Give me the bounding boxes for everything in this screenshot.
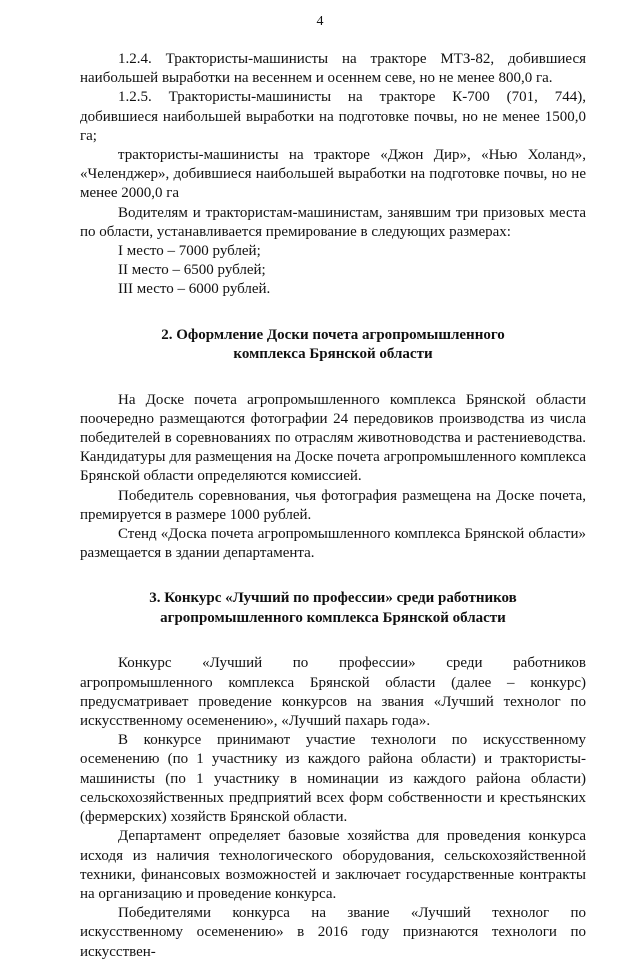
- prize-list: [80, 242, 586, 300]
- section-3-heading-line-1: 3. Конкурс «Лучший по профессии» среди работников: [149, 590, 517, 607]
- section-3-heading: [80, 589, 586, 628]
- prize-second-place: II место – 6500 рублей;: [118, 262, 266, 279]
- paragraph-honor-board-stand: Стенд «Доска почета агропромышленного комплекса Брянской области» размещается в здании департамента.: [80, 526, 586, 562]
- paragraph-contest-department: Департамент определяет базовые хозяйства для проведения конкурса исходя из наличия технологического оборудования, сельскохозяйственной техники, финансовых возможностей и заключает государственные контракты на организацию и проведение конкурса.: [80, 828, 586, 902]
- paragraph-prize-intro: Водителям и трактористам-машинистам, занявшим три призовых места по области, устанавливается премирование в следующих размерах:: [80, 204, 586, 240]
- section-2-honor-board: [80, 326, 586, 564]
- paragraph-john-deere: трактористы-машинисты на тракторе «Джон Дир», «Нью Холанд», «Челенджер», добившиеся наибольшей выработки на подготовке почвы, но не менее 2000,0 га: [80, 147, 586, 202]
- section-3-heading-line-2: агропромышленного комплекса Брянской области: [160, 609, 506, 626]
- section-2-heading: [80, 326, 586, 365]
- paragraph-contest-winners: Победителями конкурса на звание «Лучший технолог по искусственному осеменению» в 2016 году признаются технологи по искусствен-: [80, 905, 586, 960]
- paragraph-1-2-4: 1.2.4. Трактористы-машинисты на тракторе МТЗ-82, добившиеся наибольшей выработки на весеннем и осеннем севе, но не менее 800,0 га.: [80, 51, 586, 87]
- spacer: [80, 300, 586, 326]
- spacer: [80, 365, 586, 391]
- section-2-heading-line-2: комплекса Брянской области: [233, 346, 433, 363]
- paragraph-honor-board-prize: Победитель соревнования, чья фотография размещена на Доске почета, премируется в размере 1000 рублей.: [80, 487, 586, 523]
- paragraph-honor-board: На Доске почета агропромышленного комплекса Брянской области поочередно размещаются фотографии 24 передовиков производства из числа победителей в соревнованиях по отраслям животноводства и растениеводства. Кандидатуры для размещения на Доске почета агропромышленного комплекса Брянской области определяются комиссией.: [80, 391, 586, 485]
- section-3-best-in-profession: [80, 589, 586, 961]
- paragraph-contest-intro: Конкурс «Лучший по профессии» среди работников агропромышленного комплекса Брянской области (далее – конкурс) предусматривает проведение конкурсов на звания «Лучший технолог по искусственному осеменению», «Лучший пахарь года».: [80, 655, 586, 730]
- section-1-tractor-prizes: [80, 50, 586, 300]
- spacer: [80, 563, 586, 589]
- section-2-heading-line-1: 2. Оформление Доски почета агропромышленного: [161, 326, 505, 343]
- paragraph-contest-participants: В конкурсе принимают участие технологи по искусственному осеменению (по 1 участнику из каждого района области) и трактористы-машинисты (по 1 участнику в номинации из каждого района области) сельскохозяйственных предприятий всех форм собственности и крестьянских (фермерских) хозяйств Брянской области.: [80, 732, 586, 826]
- page-number: 4: [316, 14, 324, 29]
- prize-first-place: I место – 7000 рублей;: [118, 243, 261, 260]
- spacer: [80, 628, 586, 654]
- paragraph-1-2-5: 1.2.5. Трактористы-машинисты на тракторе К-700 (701, 744), добившиеся наибольшей выработки на подготовке почвы, но не менее 1500,0 га;: [80, 89, 586, 144]
- document-body: [80, 50, 586, 962]
- prize-third-place: III место – 6000 рублей.: [118, 281, 271, 298]
